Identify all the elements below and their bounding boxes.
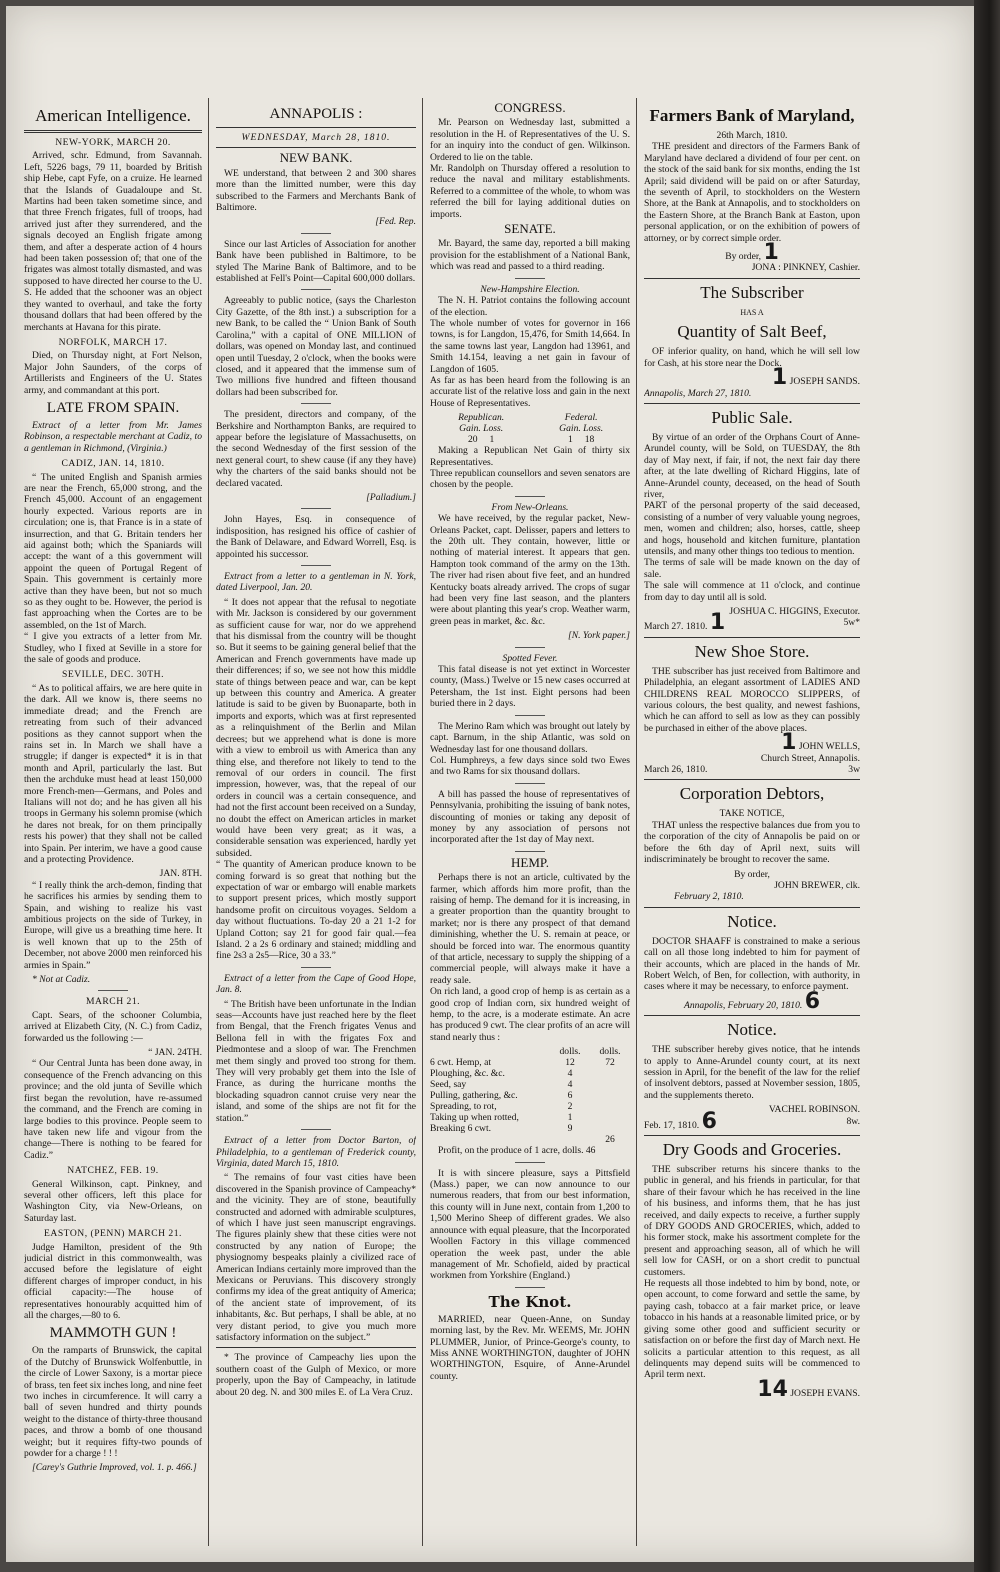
marriage-notice: MARRIED, near Queen-Anne, on Sunday morning last, by the Rev. Mr. WEEMS, Mr. JOHN PLUMMER, Junior, of Prince-George's county, to Miss ANNE WORTHINGTON, daughter of JOHN WORTHINGTON, Esquire, of Anne-Arundel county.	[430, 1313, 630, 1382]
section-heading: SENATE.	[504, 221, 556, 237]
column-rule	[636, 98, 637, 1546]
news-item: The president, directors and company, of the Berkshire and Northampton Banks, are required to appear before the legislature of Massachusetts, on the second Wednesday of the first session of the next general court, to shew cause (if any they have) why the charters of the said banks should not be declared vacated.	[216, 409, 416, 489]
news-item: The N. H. Patriot contains the following account of the election. The whole number of votes for governor in 166 towns, is for Langdon, 15,476, for Smith 14,664. In the same towns last year, Langdon had 13961, and Smith 14.154, leaving a net gain in favour of Langdon of 1605. As far as has been heard from the following is an accurate list of the relative loss and gain in the next House of Representatives.	[430, 295, 630, 409]
ad-text: THE president and directors of the Farmers Bank of Maryland have declared a dividend of four per cent. on the stock of the said bank for six months, ending the 1st April; said dividend will be paid on or after Saturday, the seventh of April, to stockholders on the Western Shore, at the Bank at Annapolis, and to stockholders on the Eastern Shore, at the Branch Bank at Easton, upon personal application, or on the exhibition of powers of attorney, or by correct simple order.	[644, 141, 860, 244]
ad-date: February 2, 1810.	[674, 891, 744, 903]
dateline: NATCHEZ, FEB. 19.	[67, 1165, 159, 1177]
election-tally: Republican. Federal. Gain. Loss. Gain. Loss. 20 1 1 18	[458, 412, 604, 446]
table-row: Taking up when rotted, 1	[430, 1112, 573, 1124]
news-item: The Merino Ram which was brought out lately by capt. Barnum, in the ship Atlantic, was sold on Wednesday last for one thousand dollars. Col. Humphreys, a few days since sold two Ewes and two Rams for six thousand dollars.	[430, 720, 630, 778]
ad-text: THE subscriber has just received from Baltimore and Philadelphia, an elegant assortment of LADIES AND CHILDRENS REAL MOROCCO SLIPPERS, of various colours, the best quality, and newest fashions, which he can afford to sell as low as they can possibly be purchased in either of the above places.	[644, 665, 860, 734]
letter-intro: Extract from a letter to a gentleman in N. York, dated Liverpool, Jan. 20.	[216, 571, 416, 594]
news-item: Perhaps there is not an article, cultivated by the farmer, which affords him more profit, than the raising of hemp. The demand for it is increasing, in a greater proportion than the quantity brought to market; nor is there any prospect of that demand diminishing, whether the U. S. remain at peace, or should be forced into war. The enormous quantity of that article, necessary to supply the shipping of a commercial people, will always make it have a ready sale. On rich land, a good crop of hemp is as certain as a good crop of Indian corn, six hundred weight of hemp, to the acre, is a moderate estimate. An acre has produced 9 cwt. The clear profits of an acre will stand nearly thus :	[430, 872, 630, 1043]
column-3	[430, 102, 630, 1544]
news-item: Judge Hamilton, president of the 9th judicial district in this commonwealth, was accused before the legislature of eight different charges of improper conduct, in his official capacity:—The house of representatives honourably acquitted him of all the charges,—80 to 6.	[24, 1241, 202, 1321]
dateline: CADIZ, JAN. 14, 1810.	[61, 458, 165, 470]
dateline: MARCH 21.	[85, 996, 141, 1008]
book-binding	[974, 0, 1000, 1572]
news-item: Died, on Thursday night, at Fort Nelson, Major John Saunders, of the corps of Artillerists and Engineers of the U. States army, and commandant at this port.	[24, 350, 202, 396]
news-item: Agreeably to public notice, (says the Charleston City Gazette, of the 8th inst.) a subscription for a new Bank, to be called the “ Union Bank of South Carolina,” with a capital of ONE MILLION of dollars, was opened on Monday last, and continued open until Tuesday, 2 o'clock, when the books were closed, and it appeared that the immense sum of Two millions five hundred and fifteen thousand dollars had been subscribed for.	[216, 295, 416, 398]
news-item: This fatal disease is not yet extinct in Worcester county, (Mass.) Twelve or 15 new cases occurred at Petersham, the 1st inst. Eight persons had been buried there in 2 days.	[430, 664, 630, 710]
news-item: WE understand, that between 2 and 300 shares more than the limitted number, were this day subscribed to the Farmers and Merchants Bank of Baltimore.	[216, 167, 416, 214]
table-row: Seed, say 4	[430, 1079, 573, 1091]
ad-signature: JOHN WELLS,	[798, 741, 860, 753]
dateline: EASTON, (PENN) MARCH 21.	[44, 1228, 182, 1240]
news-item: “ The united English and Spanish armies are near the French, 65,000 strong, and the French 45,000. Account of an engagement hourly expected. Various reports are in circulation; one is, that France is in a state of insurrection, and that G. Britain tenders her aid against both; which the Spaniards will accept: the want of a this government will appoint the queen of Portugal Regent of Spain. This government is certainly more active than they have been, but not so much so as they ought to be. However, the period is fast approaching when the Cortes are to be assembled, on the 1st of March. “ I give you extracts of a letter from Mr. Studley, who I fixed at Seville in a store for the sale of goods and produce.	[24, 471, 202, 666]
news-item: “ The British have been unfortunate in the Indian seas—Accounts have just reached here by the fleet from Bengal, that the French frigates Venus and Bellona fell in with the frigates Fox and Piedmontese and a sloop of war. The Frenchmen met them singly and proved too strong for them. They will very probably get them into the Isle of France, as during the hurricane months the blockading squadron cannot cruise very near the island, and some of the ships are not fit for the station.”	[216, 998, 416, 1124]
ad-signature: JOHN BREWER, clk.	[774, 879, 860, 891]
handwritten-mark: 1	[771, 365, 788, 391]
footnote: * The province of Campeachy lies upon the southern coast of the Gulph of Mexico, or more properly, upon the Bay of Campeachy, in latitude about 20 deg. N. and 300 miles E. of La Vera Cruz.	[216, 1352, 416, 1398]
ad-text: By virtue of an order of the Orphans Court of Anne-Arundel county, will be Sold, on TUESDAY, the 8th day of May next, if fair, if not, the next fair day there after, at the late dwelling of Richard Higgins, late of Anne-Arundel county, deceased, on the head of South river, PART of the personal property of the said deceased, consisting of a number of very valuable young negroes, men, women and children; also, horses, cattle, sheep and hogs, household and kitchen furniture, plantation utensils, and many other things too tedious to mention. The terms of sale will be made known on the day of sale. The sale will commence at 11 o'clock, and continue from day to day until all is sold.	[644, 431, 860, 603]
section-heading: HEMP.	[511, 854, 549, 870]
section-heading: New-Hampshire Election.	[480, 283, 580, 295]
ad-heading: Notice.	[727, 1020, 777, 1040]
dateline: NEW-YORK, MARCH 20.	[55, 137, 171, 148]
dateline: JAN. 8TH.	[159, 868, 202, 880]
table-row: Spreading, to rot, 2	[430, 1101, 573, 1113]
news-item: “ I really think the arch-demon, finding that he sacrifices his armies by sending them to Spain, and wishing to realize his vast ambitious projects on the side of Turkey, in Europe, will give us a breathing time here. It is well known that up to the 25th of December, not above 2000 men reinforced his armies in Spain.”	[24, 879, 202, 971]
ad-signature: JONA : PINKNEY, Cashier.	[751, 262, 860, 274]
dateline: NORFOLK, MARCH 17.	[58, 336, 168, 348]
ad-signature: JOSHUA C. HIGGINS, Executor.	[729, 606, 860, 617]
news-item: “ The remains of four vast cities have been discovered in the Spanish province of Campeachy* and the vicinity. They are of stone, beautifully constructed and adorned with admirable sculptures, of which I have just seen manuscript engravings. The figures plainly shew that these cities were not constructed by any nation of Europe; the physiognomy bespeaks plainly a civilized race of American Indians certainly more improved than the Mexicans or Peruvians. This discovery strongly confirms my idea of the great antiquity of America; of the ancient state of improvement, of its inhabitants, &c. But perhaps, I shall be able, at no very distant period, to give you much more satisfactory information on the subject.”	[216, 1172, 416, 1343]
news-item: Since our last Articles of Association for another Bank have been published in Baltimore, to be styled The Marine Bank of Baltimore, and to be established at Fell's Point—Capital 600,000 dollars.	[216, 238, 416, 285]
news-item: “ It does not appear that the refusal to negotiate with Mr. Jackson is considered by our government as sufficient cause for war, nor do we apprehend that his dismissal from the country will be thought so. But it seems to be gaining general belief that the American and French governments have made up their differences; if so, we see not how this middle state of things between peace and war, can be kept up between this country and America. A greater latitude is said to be given by Buonaparte, both in imports and exports, which was at first represented as a relinquishment of the Berlin and Milan decrees; but we apprehend what is done is more with a view to embroil us with America than any thing else, and therefore not likely to tend to the removal of our orders in council. The first impression, however, was, that the repeal of our orders in council was a certain consequence, and had not the first account been received on a Sunday, no doubt the effect on American articles in market would have been very great; as it was, a considerable sensation was experienced, hardly yet subsided. “ The quantity of American produce known to be coming forward is so great that nothing but the expectation of war or embargo will enable markets to support present prices, which mostly support handsome profit on circuitous voyages. Seldom a day without fluctuations. To-day 20 a 21 1-2 for Upland Cotton; say 21 for good fair qual.—fea Island. 2 a 2s 6 ordinary and stained; middling and fine 2s3 a 2s5—Rice, 30 a 33.”	[216, 596, 416, 962]
source-citation: [N. York paper.]	[567, 630, 630, 642]
column-2	[216, 102, 416, 1544]
ad-heading: Dry Goods and Groceries.	[662, 1140, 842, 1159]
ad-text: THAT unless the respective balances due from you to the corporation of the city of Annapolis be paid on or before the 6th day of April next, suits will indiscriminately be brought to recover the same.	[644, 819, 860, 866]
section-heading: The Knot.	[488, 1292, 572, 1311]
source-citation: [Carey's Guthrie Improved, vol. 1. p. 466.]	[32, 1462, 197, 1474]
section-heading: CONGRESS.	[494, 102, 566, 115]
news-item: It is with sincere pleasure, says a Pittsfield (Mass.) paper, we can now announce to our numerous readers, that from our best information, this county will in June next, contain from 1,200 to 1,500 Merino Sheep of different grades. We also announce with equal pleasure, that the Incorporated Woollen Factory in this village commenced operation the week past, under the able management of Mr. Schofield, aided by practical workmen from Yorkshire (England.)	[430, 1167, 630, 1282]
dateline: “ JAN. 24TH.	[148, 1047, 202, 1059]
ad-heading: Public Sale.	[711, 407, 793, 427]
news-item: Mr. Pearson on Wednesday last, submitted a resolution in the H. of Representatives of the U. S. for an inquiry into the conduct of gen. Wilkinson. Ordered to lie on the table. Mr. Randolph on Thursday offered a resolution to reduce the naval and military establishments. Referred to a committee of the whole, to whom was referred the bill for laying additional duties on imports.	[430, 117, 630, 220]
section-heading: MAMMOTH GUN !	[49, 1325, 177, 1342]
ad-signature: VACHEL ROBINSON.	[768, 1104, 860, 1116]
news-item: General Wilkinson, capt. Pinkney, and several other officers, left this place for Washington City, via New-Orleans, on Saturday last.	[24, 1178, 202, 1224]
table-row: Breaking 6 cwt. 9	[430, 1123, 573, 1135]
section-heading: From New-Orleans.	[491, 501, 569, 513]
ad-signature: JOSEPH EVANS.	[790, 1387, 860, 1399]
column-4: Farmers Bank of Maryland, 26th March, 1810. THE president and directors of the Farmers Bank of Maryland have declared a dividend of four per cent. on the stock of the said bank for six months, ending the 1st April; said dividend will be paid on or after Saturday, the seventh of April, to stockholders on the Western Shore, at the Bank at Annapolis, and to stockholders on the Eastern Shore, at the Branch Bank at Easton, upon personal application, or on the exhibition of powers of attorney, or by correct simple order. By order, 1 JONA : PINKNEY, Cashier. The Subscriber HAS A Quantity of Salt Beef, OF inferior quality, on hand, which he will sell low for Cash, at his store near the Dock. 1 JOSEPH SANDS. Annapolis, March 27, 1810. Public Sale. By virtue of an order of the Orphans Court of Anne-Arundel county, will be Sold, on TUESDAY, the 8th day of May next, if fair, if not, the next fair day there after, at the late dwelling of Richard Higgins, late of Anne-Arundel county, deceased, on the head of South river, PART of the personal property of the said deceased, consisting of a number of very valuable young negroes, men, women and children; also, horses, cattle, sheep and hogs, household and kitchen furniture, plantation utensils, and many other things too tedious to mention. The terms of sale will be made known on the day of sale. The sale will commence at 11 o'clock, and continue from day to day until all is sold. JOSHUA C. HIGGINS, Executor. March 27. 1810. 1 5w* New Shoe Store. THE subscriber has just received from Baltimore and Philadelphia, an elegant assortment of LADIES AND CHILDRENS REAL MOROCCO SLIPPERS, of various colours, the best quality, and newest fashions, which he can afford to sell as low as they can possibly be purchased in either of the above places. 1 JOHN WELLS, Church Street, Annapolis. March 26, 1810. 3w Corporation Debtors, TAKE NOTICE, THAT unless the respective balances due from you to the corporation of the city of Annapolis be paid on or before the 6th day of April next, suits will indiscriminately be brought to recover the same. By order, JOHN BREWER, clk. February 2, 1810. Notice. DOCTOR SHAAFF is constrained to make a serious call on all those long indebted to him for payment of their accounts, which are placed in the hands of Mr. Robert Welch, of Ben, for collection, with authority, in cases where it may be necessary, to enforce payment. Annapolis, February 20, 1810. 6 Notice. THE subscriber hereby gives notice, that he intends to apply to Anne-Arundel county court, at its next session in April, for the benefit of the law for the relief of insolvent debtors, passed at November session, 1805, and the supplements thereto. VACHEL ROBINSON. Feb. 17, 1810. 6 8w. Dry Goods and Groceries. THE subscriber returns his sincere thanks to the public in general, and his friends in particular, for that share of their favour which he has received in the line of his business, and informs them, that he has just received, and daily expects to receive, a further supply of DRY GOODS AND GROCERIES, which, added to his former stock, make his assortment complete for the present and approaching season, all of which he will sell low for CASH, or on a short credit to punctual customers. He requests all those indebted to him by bond, note, or open account, to come forward and settle the same, by paying cash, tobacco at a fair market price, or leave tobacco in his hands at a reasonable limited price, or by giving some other good and sufficient security or satisfaction on or before the first day of March next. He solicits a particular attention to this request, as all delinquents may depend suits will be commenced to April term next. 14 JOSEPH EVANS.	[644, 106, 860, 1402]
handwritten-mark: 1	[709, 610, 726, 636]
column-1	[24, 102, 202, 1544]
letter-intro: Extract of a letter from Mr. James Robinson, a respectable merchant at Cadiz, to a gentleman in Richmond, (Virginia.)	[24, 419, 202, 454]
news-item: Profit, on the produce of 1 acre, dolls. 46	[438, 1145, 596, 1157]
news-item: Making a Republican Net Gain of thirty six Representatives. Three republican counsellors and seven senators are chosen by the people.	[430, 445, 630, 491]
ad-signature: JOSEPH SANDS.	[789, 376, 860, 388]
table-row: Pulling, gathering, &c. 6	[430, 1090, 573, 1102]
source-citation: [Fed. Rep.	[375, 216, 416, 228]
news-item: A bill has passed the house of representatives of Pennsylvania, prohibiting the issuing of bank notes, discounting of monies or taking any deposit of money by any association of persons not incorporated after the 1st day of May next.	[430, 788, 630, 846]
ad-heading: The Subscriber	[700, 282, 804, 302]
section-heading: Spotted Fever.	[502, 652, 558, 664]
ad-heading: Quantity of Salt Beef,	[677, 322, 827, 342]
ad-text: THE subscriber hereby gives notice, that he intends to apply to Anne-Arundel county court, at its next session in April, for the benefit of the law for the relief of insolvent debtors, passed at November session, 1805, and the supplements thereto.	[644, 1044, 860, 1101]
column-rule	[208, 98, 209, 1546]
ad-heading: New Shoe Store.	[694, 641, 810, 661]
ad-text: OF inferior quality, on hand, which he will sell low for Cash, at his store near the Dock.	[644, 346, 860, 369]
news-item: “ Our Central Junta has been done away, in consequence of the French advancing on this province; and the old junta of Seville which first began the revolution, have re-assumed the command, and the French are coming in large bodies to this province. People seem to have taken new life and vigour from the change—There is nothing to be feared for Cadiz.”	[24, 1058, 202, 1161]
handwritten-mark: 1	[781, 730, 797, 756]
ad-date: 26th March, 1810.	[716, 130, 788, 141]
newspaper-page	[6, 6, 974, 1562]
news-item: John Hayes, Esq. in consequence of indisposition, has resigned his office of cashier of the Bank of Delaware, and Edward Worrell, Esq. is appointed his successor.	[216, 514, 416, 560]
section-heading: LATE FROM SPAIN.	[46, 399, 180, 416]
dateline: SEVILLE, DEC. 30TH.	[62, 669, 164, 681]
ad-text: DOCTOR SHAAFF is constrained to make a serious call on all those long indebted to him for payment of their accounts, which are placed in the hands of Mr. Robert Welch, of Ben, for collection, with authority, in cases where it may be necessary, to enforce payment.	[644, 935, 860, 993]
hemp-profit-table: dolls. dolls. 6 cwt. Hemp, at 12 72 Ploughing, &c. &c. 4 Seed, say 4 Pulling, gathering, &c. 6 Spreading, to rot, 2 Taking up when rotted, 1 Breaking 6 cwt. 9 26	[430, 1046, 630, 1145]
annapolis-masthead: ANNAPOLIS :	[269, 106, 363, 122]
news-item: We have received, by the regular packet, New-Orleans Packet, capt. Delisser, papers and letters to the 20th ult. They contain, however, little or nothing of material interest. It appears that gen. Hampton took command of the army on the 13th. The river had risen about five feet, and an hundred Kentucky boats already arrived. The crops of sugar had been very fine last season, and the planters were about planting this year's crop. Weather warm, green peas in market, &c. &c.	[430, 513, 630, 627]
table-row: 6 cwt. Hemp, at 12 72	[430, 1057, 615, 1069]
handwritten-mark: 14	[757, 1376, 788, 1402]
footnote: * Not at Cadiz.	[32, 974, 91, 986]
news-item: Arrived, schr. Edmund, from Savannah. Left, 5226 bags, 79 11, boarded by British ship Hebe, capt Fyfe, on a cruize. He learned that the Islands of Guadaloupe and St. Martins had been taken sometime since, and that three French frigates, full of troops, had arrived just after they surrendered, and the signals decoyed an English frigate among them, and after a desperate action of 4 hours had been taken possession of; that one of the frigates was almost totally dismasted, and was supposed to have directed her course to the U. S. He added that the schooner was an object they wanted to overhaul, and take the forty thousand dollars that had been offered by the merchants at Havana for this pirate.	[24, 150, 202, 333]
letter-intro: Extract of a letter from the Cape of Good Hope, Jan. 8.	[216, 972, 416, 996]
issue-date: WEDNESDAY, March 28, 1810.	[241, 132, 391, 143]
news-item: “ As to political affairs, we are here quite in the dark. All we know is, there seems no immediate dread; and the French are retreating from such of their advanced positions as they cannot support when the rains set in. In March we shall have a struggle; if danger is expected* it is in that month and April, particularly the last. But then the archduke must head at least 150,000 more French-men—Germans, and Poles and Italians will not do; and he has given all his troops in Germany his solemn promise (which he dares not break, for on them principally rests his power) that they shall not be called into Spain. Per interim, we have a good cause and a protecting Providence.	[24, 682, 202, 865]
handwritten-mark: 6	[804, 988, 821, 1014]
american-intelligence-masthead: American Intelligence.	[35, 106, 191, 125]
source-citation: [Palladium.]	[366, 491, 416, 503]
ad-text: THE subscriber returns his sincere thanks to the public in general, and his friends in particular, for that share of their favour which he has received in the line of his business, and informs them, that he has just received, and daily expects to receive, a further supply of DRY GOODS AND GROCERIES, which, added to his former stock, make his assortment complete for the present and approaching season, all of which he will sell low for CASH, or on a short credit to punctual customers. He requests all those indebted to him by bond, note, or open account, to come forward and settle the same, by paying cash, tobacco at a fair market price, or leave tobacco in his hands at a reasonable limited price, or by giving some other good and sufficient security or satisfaction on or before the first day of March next. He solicits a particular attention to this request, as all delinquents may depend suits will be commenced to April term next.	[644, 1164, 860, 1381]
handwritten-mark: 1	[763, 240, 779, 266]
news-item: On the ramparts of Brunswick, the capital of the Dutchy of Brunswick Wolfenbuttle, in the circle of Lower Saxony, is a mortar piece of brass, ten feet six inches long, and nine feet two inches in circumference. It will carry a ball of seven hundred and thirty pounds weight to the distance of thirty-three thousand paces, and throw a bomb of one thousand weight; but it requires fifty-two pounds of powder for a charge ! ! !	[24, 1345, 202, 1460]
news-item: Mr. Bayard, the same day, reported a bill making provision for the establishment of a National Bank, which was read and passed to a third reading.	[430, 238, 630, 273]
handwritten-mark: 6	[701, 1108, 717, 1134]
column-rule	[422, 98, 423, 1546]
ad-date: Annapolis, March 27, 1810.	[644, 387, 752, 399]
section-heading: NEW BANK.	[279, 150, 353, 166]
news-item: Capt. Sears, of the schooner Columbia, arrived at Elizabeth City, (N. C.) from Cadiz, forwarded us the following :—	[24, 1009, 202, 1044]
letter-intro: Extract of a letter from Doctor Barton, of Philadelphia, to a gentleman of Frederick county, Virginia, dated March 15, 1810.	[216, 1135, 416, 1169]
ad-heading: Notice.	[727, 911, 777, 931]
ad-heading: Corporation Debtors,	[679, 784, 825, 804]
ad-heading: Farmers Bank of Maryland,	[649, 106, 855, 125]
table-row: 26	[605, 1134, 615, 1146]
table-row: Ploughing, &c. &c. 4	[430, 1068, 573, 1080]
